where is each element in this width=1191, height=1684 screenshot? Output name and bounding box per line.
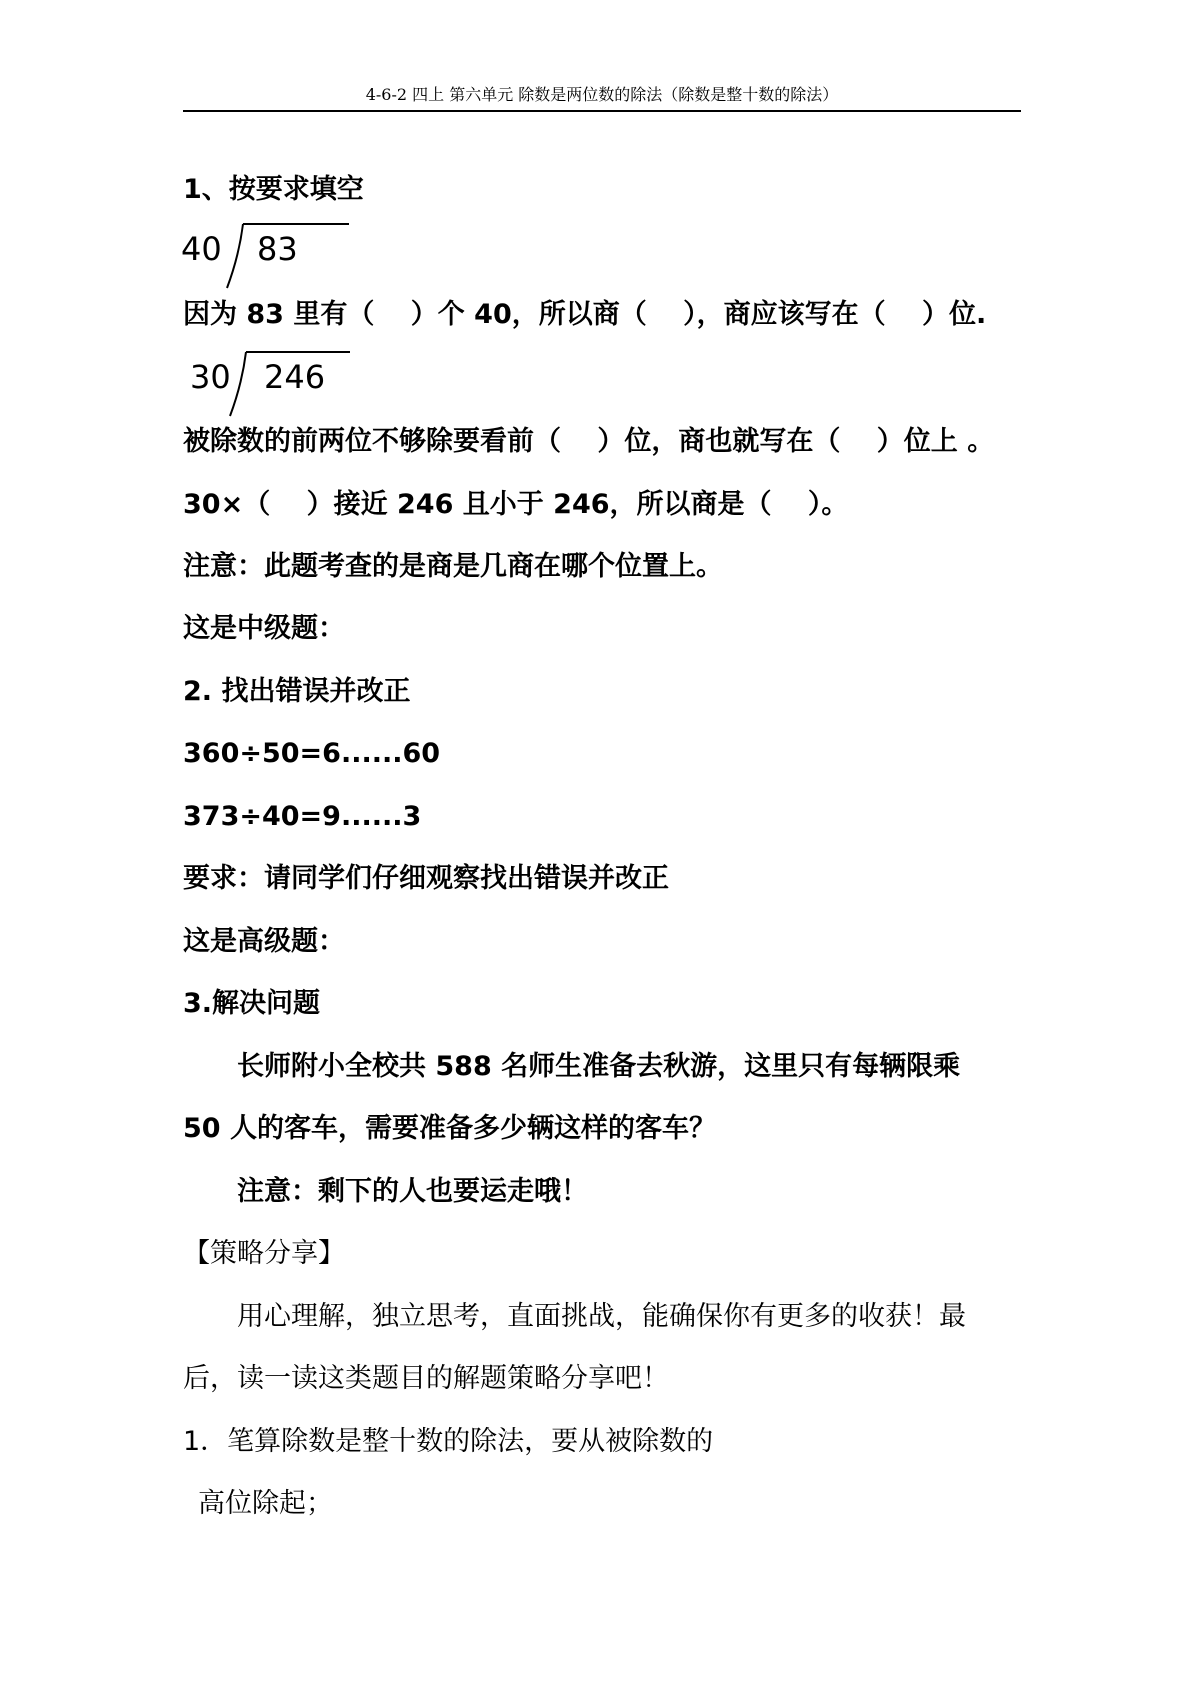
divisor: 40 (181, 230, 222, 268)
question-2-title: 2. 找出错误并改正 (183, 676, 411, 707)
long-division-30-246 (190, 346, 360, 416)
strategy-paragraph-2: 后，读一读这类题目的解题策略分享吧！ (183, 1363, 669, 1394)
strategy-title: 【策略分享】 (183, 1238, 345, 1269)
strategy-item-1: 1．笔算除数是整十数的除法，要从被除数的 (183, 1426, 714, 1457)
divisor: 30 (190, 358, 231, 396)
question-1-title: 1、按要求填空 (183, 174, 364, 205)
question-3-text-1: 长师附小全校共 588 名师生准备去秋游，这里只有每辆限乘 (237, 1051, 961, 1082)
question-2-equation-1: 360÷50=6......60 (183, 738, 441, 769)
question-1-line-3: 30×（ ）接近 246 且小于 246，所以商是（ ）。 (183, 489, 849, 520)
long-division-40-83 (181, 218, 351, 288)
dividend: 83 (257, 230, 298, 268)
question-3-text-2: 50 人的客车，需要准备多少辆这样的客车？ (183, 1113, 716, 1144)
level-high-label: 这是高级题： (183, 926, 345, 957)
question-1-line-1: 因为 83 里有（ ）个 40，所以商（ ），商应该写在（ ）位. (183, 299, 987, 330)
question-3-note: 注意：剩下的人也要运走哦！ (237, 1176, 588, 1207)
question-3-title: 3.解决问题 (183, 988, 321, 1019)
question-1-note: 注意：此题考查的是商是几商在哪个位置上。 (183, 551, 723, 582)
question-1-line-2: 被除数的前两位不够除要看前（ ）位，商也就写在（ ）位上 。 (183, 426, 995, 457)
question-2-equation-2: 373÷40=9......3 (183, 801, 422, 832)
dividend: 246 (264, 358, 326, 396)
strategy-item-1-continued: 高位除起； (198, 1488, 333, 1519)
strategy-paragraph-1: 用心理解，独立思考，直面挑战，能确保你有更多的收获！最 (237, 1301, 966, 1332)
question-2-requirement: 要求：请同学们仔细观察找出错误并改正 (183, 863, 669, 894)
level-mid-label: 这是中级题： (183, 613, 345, 644)
page-header: 4-6-2 四上 第六单元 除数是两位数的除法（除数是整十数的除法） (183, 80, 1021, 112)
